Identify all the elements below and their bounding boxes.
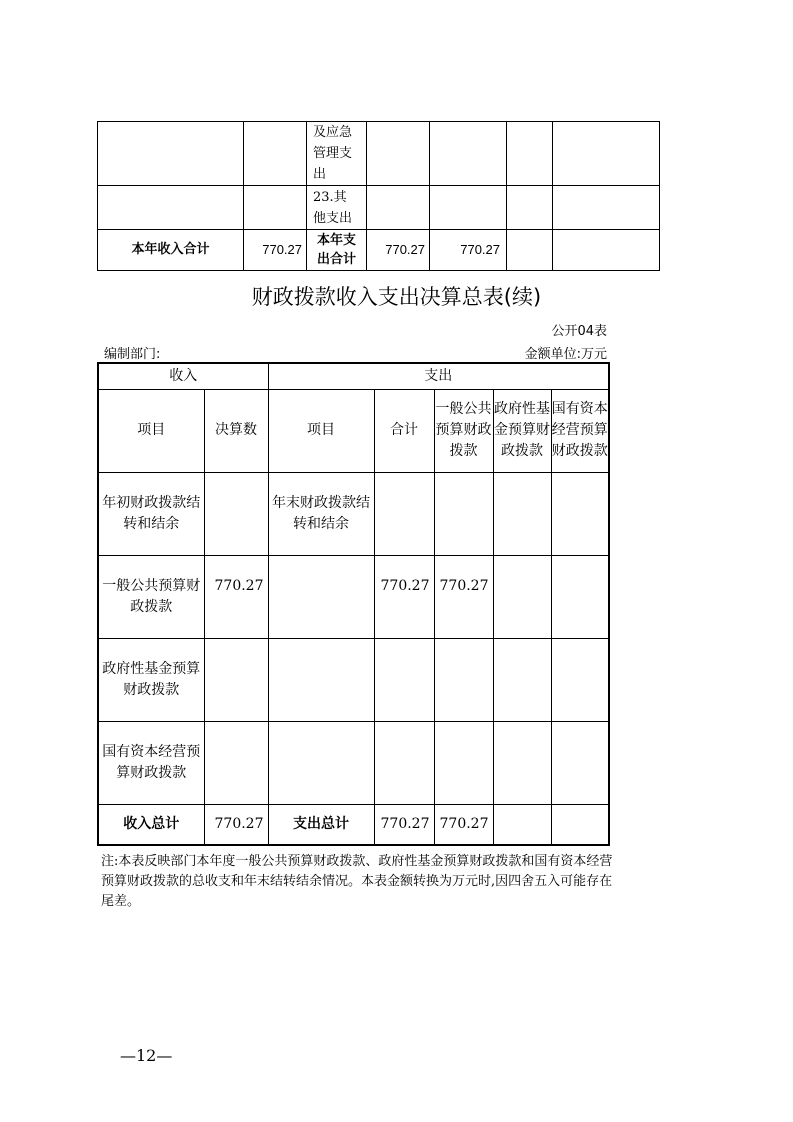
expense-item-cell <box>307 186 367 229</box>
group-header-row <box>98 363 609 389</box>
income-total-label: 本年收入合计 <box>98 229 244 270</box>
total-cell <box>374 638 434 721</box>
cell-line: 出 <box>313 167 327 183</box>
table-cell <box>244 186 307 229</box>
main-table <box>97 362 610 846</box>
table-cell <box>98 186 244 229</box>
header-line: 国有资本 <box>551 401 608 417</box>
header-line: 政府性基 <box>494 401 550 417</box>
header-line: 一般公共 <box>435 401 492 417</box>
header-income-item: 项目 <box>98 389 204 472</box>
table-cell <box>507 186 553 229</box>
cell-line: 财政拨款 <box>123 681 180 698</box>
table-cell <box>430 186 507 229</box>
general-total-amount: 770.27 <box>434 804 493 845</box>
general-cell <box>434 472 493 555</box>
cell-line: 他支出 <box>313 210 353 226</box>
state-capital-cell <box>551 472 609 555</box>
expense-item-cell <box>268 472 374 555</box>
table-cell <box>553 229 660 270</box>
cell-line: 年末财政拨款结 <box>272 494 370 511</box>
unit-label: 金额单位:万元 <box>524 347 607 362</box>
table-cell <box>553 186 660 229</box>
cell-line: 及应急 <box>313 125 353 141</box>
income-amount-cell <box>204 472 268 555</box>
form-number: 公开04表 <box>551 324 607 339</box>
table-cell <box>430 122 507 186</box>
table-cell <box>507 229 553 270</box>
table-row <box>98 721 609 804</box>
header-line: 拨款 <box>449 443 478 459</box>
gov-fund-cell <box>493 638 551 721</box>
top-table <box>97 121 660 271</box>
header-expense-item: 项目 <box>268 389 374 472</box>
department-label: 编制部门: <box>104 347 161 362</box>
cell-line: 政府性基金预算 <box>102 660 201 677</box>
expense-item-cell <box>268 638 374 721</box>
table-cell <box>98 122 244 186</box>
general-budget-value: 770.27 <box>430 229 507 270</box>
table-cell <box>367 186 430 229</box>
income-total-value: 770.27 <box>244 229 307 270</box>
expense-group-header: 支出 <box>268 363 609 389</box>
header-total: 合计 <box>374 389 434 472</box>
table-row <box>98 472 609 555</box>
state-capital-cell <box>551 638 609 721</box>
income-item-cell <box>98 638 204 721</box>
cell-line: 转和结余 <box>293 515 349 532</box>
gov-fund-cell <box>493 555 551 638</box>
page-title: 财政拨款收入支出决算总表(续) <box>251 285 542 309</box>
table-cell <box>553 122 660 186</box>
expense-item-cell <box>268 721 374 804</box>
header-gov-fund <box>493 389 551 472</box>
cell-line: 一般公共预算财 <box>102 577 201 594</box>
expense-total-label: 支出总计 <box>268 804 374 845</box>
table-cell <box>507 122 553 186</box>
cell-line: 管理支 <box>313 146 353 162</box>
table-row <box>98 122 660 186</box>
table-cell <box>493 804 551 845</box>
column-header-row <box>98 389 609 472</box>
table-row <box>98 186 660 229</box>
table-cell <box>367 122 430 186</box>
cell-line: 算财政拨款 <box>116 764 187 781</box>
table-row <box>98 638 609 721</box>
total-cell: 770.27 <box>374 555 434 638</box>
expense-total-label <box>307 229 367 270</box>
income-amount-cell <box>204 721 268 804</box>
income-item-cell <box>98 472 204 555</box>
state-capital-cell <box>551 555 609 638</box>
income-item-cell <box>98 555 204 638</box>
table-cell <box>551 804 609 845</box>
cell-line: 出合计 <box>316 251 356 267</box>
expense-total-value: 770.27 <box>367 229 430 270</box>
income-total-label: 收入总计 <box>98 804 204 845</box>
header-line: 金预算财 <box>494 422 550 438</box>
gov-fund-cell <box>493 721 551 804</box>
header-line: 预算财政 <box>435 422 492 438</box>
cell-line: 转和结余 <box>123 515 180 532</box>
total-cell <box>374 721 434 804</box>
header-line: 政拨款 <box>501 443 543 459</box>
total-cell <box>374 472 434 555</box>
expense-item-cell <box>268 555 374 638</box>
income-total-amount: 770.27 <box>204 804 268 845</box>
general-cell <box>434 721 493 804</box>
cell-line: 年初财政拨款结 <box>102 494 201 511</box>
cell-line: 政拨款 <box>130 598 173 615</box>
expense-total-amount: 770.27 <box>374 804 434 845</box>
page-number: —12— <box>120 1046 173 1065</box>
general-cell <box>434 638 493 721</box>
income-amount-cell: 770.27 <box>204 555 268 638</box>
header-line: 经营预算 <box>551 422 608 438</box>
table-row <box>98 555 609 638</box>
header-general-budget <box>434 389 493 472</box>
general-cell: 770.27 <box>434 555 493 638</box>
cell-line: 本年支 <box>316 232 356 248</box>
header-line: 财政拨款 <box>551 443 608 459</box>
cell-line: 国有资本经营预 <box>102 743 201 760</box>
expense-item-cell <box>307 122 367 186</box>
state-capital-cell <box>551 721 609 804</box>
income-item-cell <box>98 721 204 804</box>
footnote: 注:本表反映部门本年度一般公共预算财政拨款、政府性基金预算财政拨款和国有资本经营预算财政拨款的总收支和年末结转结余情况。本表金额转换为万元时,因四舍五入可能存在尾差。 <box>101 854 613 909</box>
table-row <box>98 229 660 270</box>
income-amount-cell <box>204 638 268 721</box>
header-state-capital <box>551 389 609 472</box>
header-income-amount: 决算数 <box>204 389 268 472</box>
cell-line: 23.其 <box>313 189 347 205</box>
gov-fund-cell <box>493 472 551 555</box>
table-cell <box>244 122 307 186</box>
total-row <box>98 804 609 845</box>
income-group-header: 收入 <box>98 363 268 389</box>
